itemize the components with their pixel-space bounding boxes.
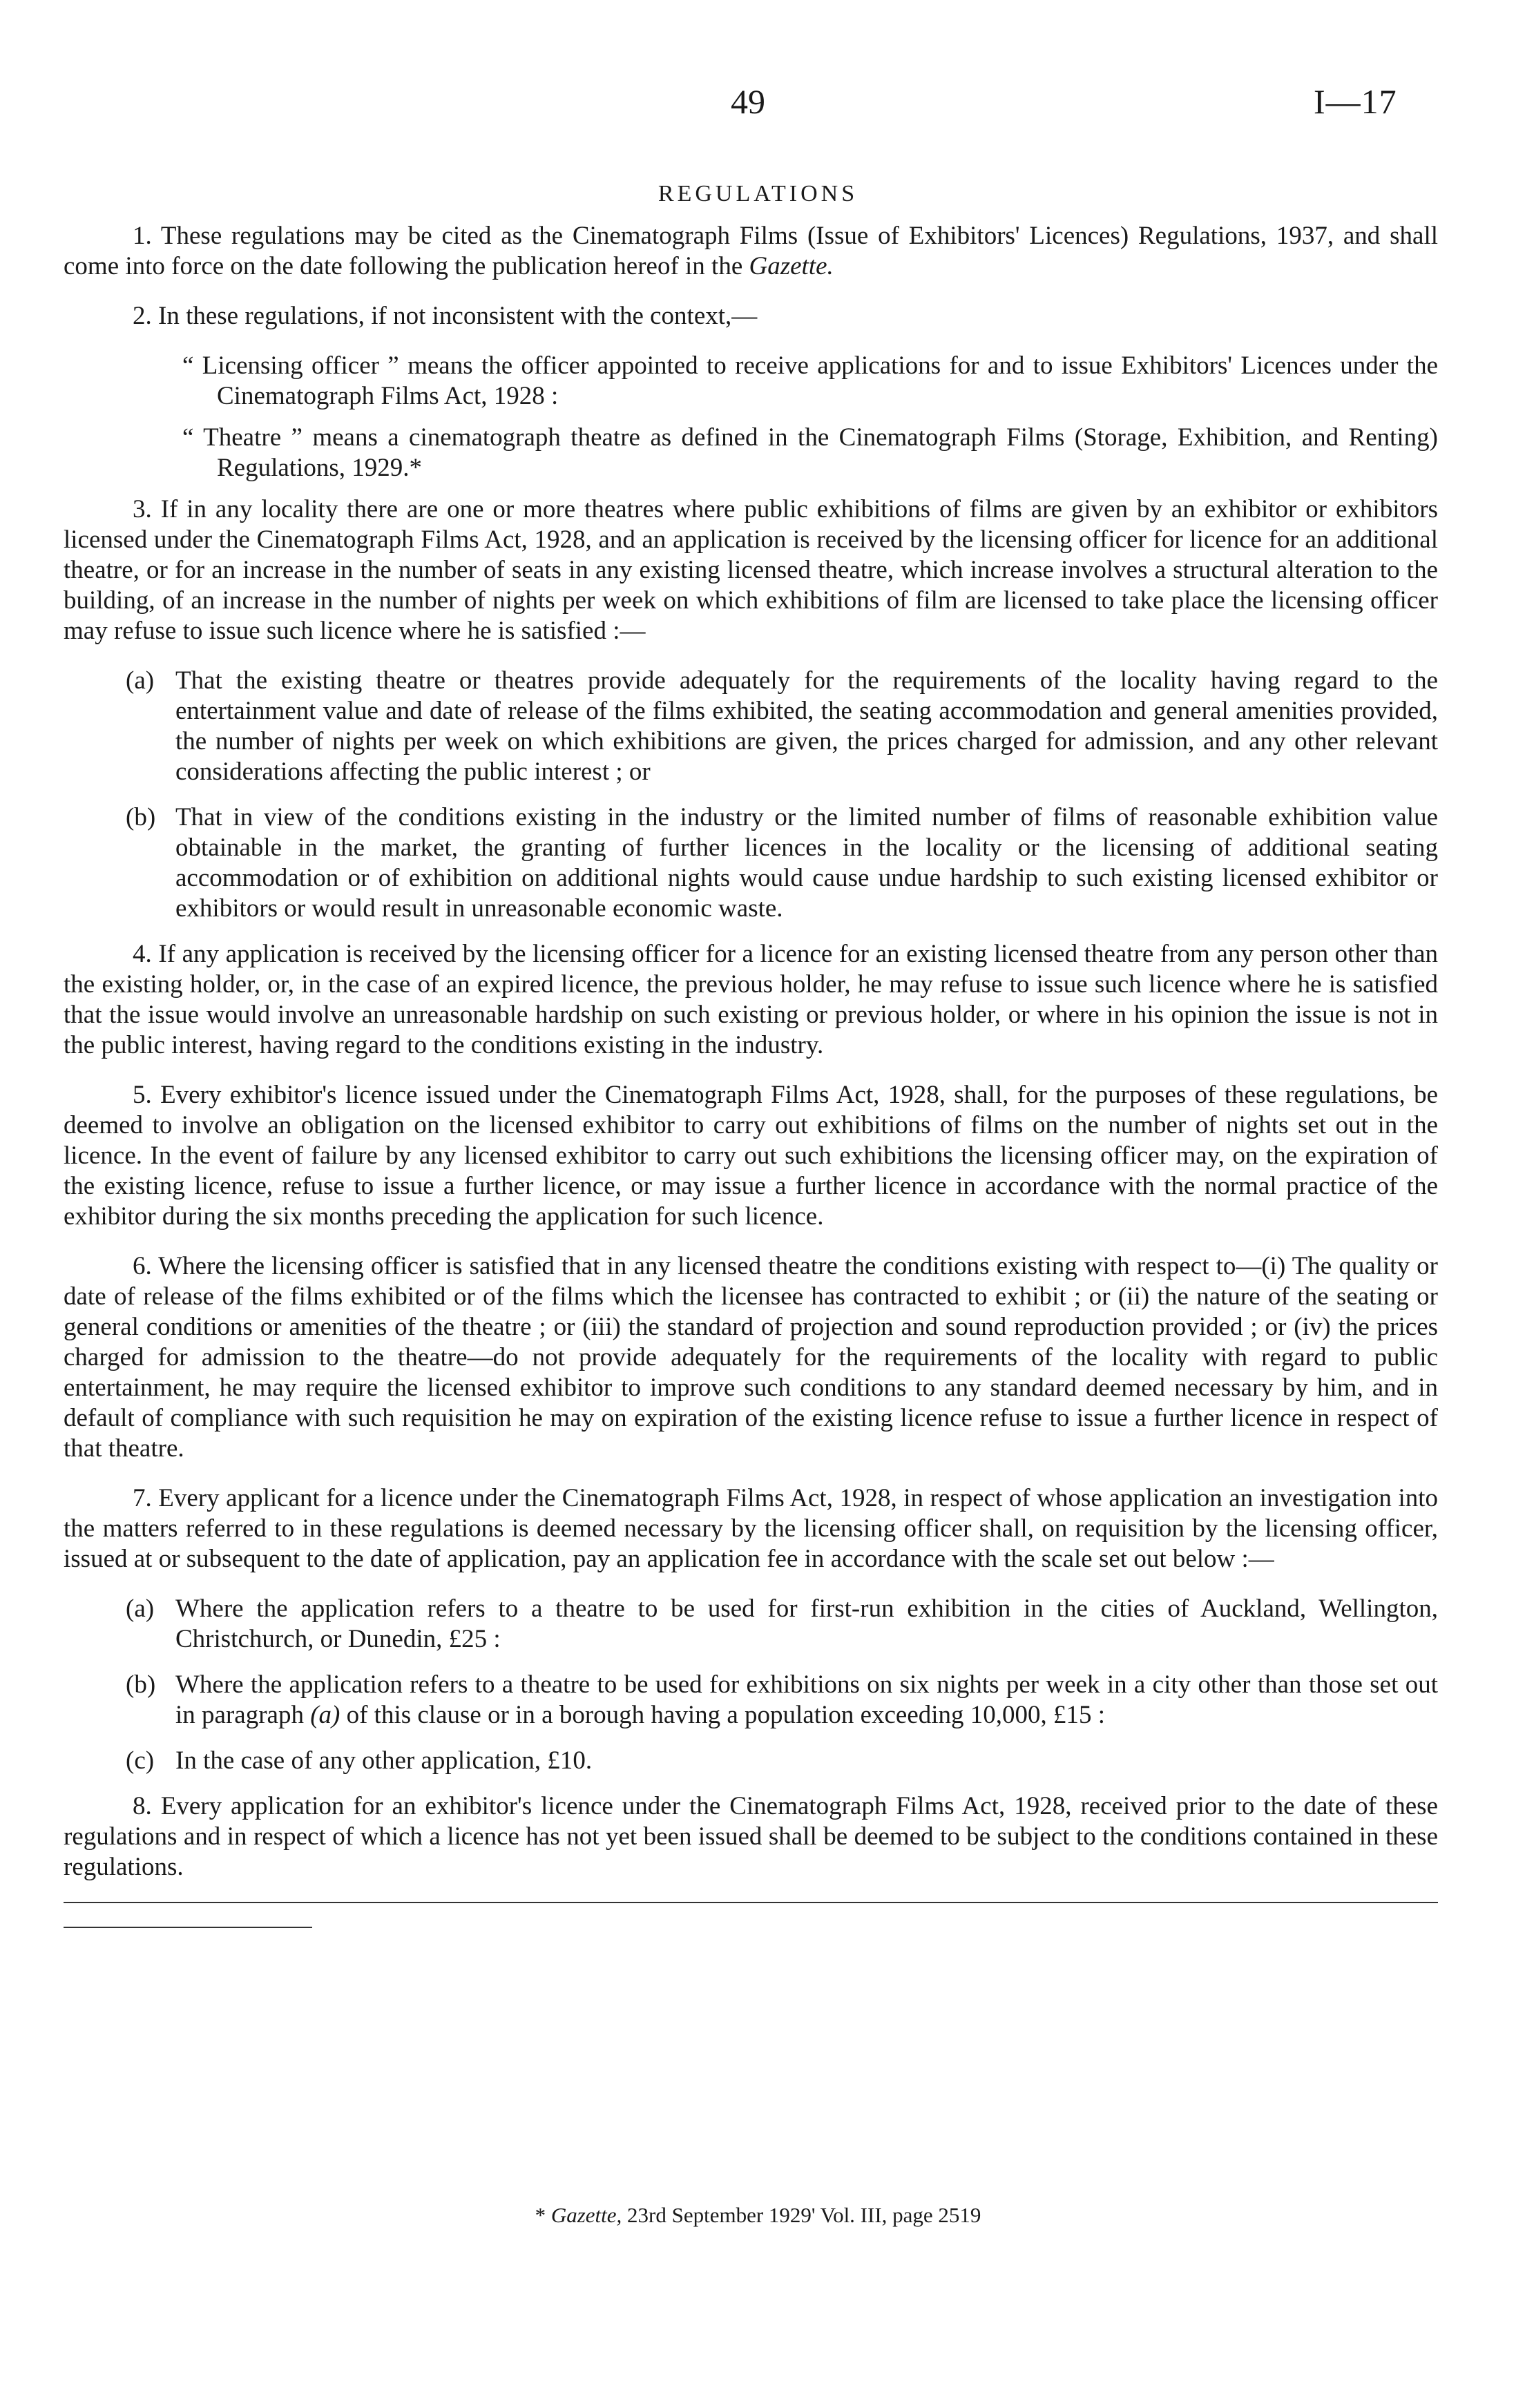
divider-rule <box>64 1902 1438 1903</box>
footnote-text: 23rd September 1929' Vol. III, page 2519 <box>627 2203 981 2227</box>
regulation-3b <box>126 802 1438 924</box>
sub-text: In the case of any other application, £10. <box>175 1746 593 1775</box>
regulation-2: 2. In these regulations, if not inconsistent with the context,— <box>133 302 758 330</box>
regulation-4: 4. If any application is received by the licensing officer for a licence for an existing licensed theatre from any person other than the existing holder, or, in the case of an expired licence, the previous holder, he may refuse to issue such licence where he is satisfied that the issue would involve an unreasonable hardship on such existing or previous holder, or where in his opinion the issue is not in the public interest, having regard to the conditions existing in the industry. <box>64 940 1438 1059</box>
regulation-5: 5. Every exhibitor's licence issued under the Cinematograph Films Act, 1928, shall, for the purposes of these regulations, be deemed to involve an obligation on the licensed exhibitor to carry out exhibitions of films on the number of nights set out in the licence. In the event of failure by any licensed exhibitor to carry out such exhibitions the licensing officer may, on the expiration of the existing licence, refuse to issue a further licence, or may issue a further licence in accordance with the normal practice of the exhibitor during the six months preceding the application for such licence. <box>64 1081 1438 1231</box>
footnote-marker: * <box>535 2203 546 2227</box>
regulation-3: 3. If in any locality there are one or more theatres where public exhibitions of films are given by an exhibitor or exhibitors licensed under the Cinematograph Films Act, 1928, and an application is received by the licensing officer for licence for an additional theatre, or for an increase in the number of seats in any existing licensed theatre, which increase involves a structural alteration to the building, of an increase in the number of nights per week on which exhibitions of film are licensed to take place the licensing officer may refuse to issue such licence where he is satisfied :— <box>64 495 1438 645</box>
sub-label: (b) <box>126 1670 156 1699</box>
sub-label: (a) <box>126 1595 155 1623</box>
page-number: 49 <box>731 82 765 121</box>
footnote <box>0 2203 1516 2228</box>
document-reference: I—17 <box>1314 82 1397 121</box>
sub-text-part-2: of this clause or in a borough having a population exceeding 10,000, £15 : <box>346 1701 1106 1729</box>
gazette-italic: Gazette. <box>749 252 834 280</box>
sub-text-part-1: Where the application refers to a theatre to be used for exhibitions on six nights per week in a city other than those set out in paragraph <box>175 1670 1438 1729</box>
footnote-divider <box>64 1927 312 1928</box>
sub-label: (a) <box>126 666 155 695</box>
paragraph-reference: (a) <box>310 1701 340 1729</box>
regulation-7c <box>126 1746 1438 1776</box>
footnote-gazette: Gazette, <box>550 2203 622 2227</box>
definition-theatre: “ Theatre ” means a cinematograph theatre as defined in the Cinematograph Films (Storage, Exhibition, and Renting) Regulations, 1929.* <box>182 423 1438 482</box>
regulations-body <box>64 221 1438 1928</box>
regulation-3a <box>126 666 1438 787</box>
definition-licensing-officer: “ Licensing officer ” means the officer appointed to receive applications for and to issue Exhibitors' Licences under the Cinematograph Films Act, 1928 : <box>182 351 1438 410</box>
regulation-7: 7. Every applicant for a licence under the Cinematograph Films Act, 1928, in respect of whose application an investigation into the matters referred to in these regulations is deemed necessary by the licensing officer shall, on requisition by the licensing officer, issued at or subsequent to the date of application, pay an application fee in accordance with the scale set out below :— <box>64 1484 1438 1573</box>
sub-text: That the existing theatre or theatres provide adequately for the requirements of the locality having regard to the entertainment value and date of release of the films exhibited, the seating accommodation and general amenities provided, the number of nights per week on which exhibitions are given, the prices charged for admission, and any other relevant considerations affecting the public interest ; or <box>175 666 1438 786</box>
regulation-6: 6. Where the licensing officer is satisfied that in any licensed theatre the conditions existing with respect to—(i) The quality or date of release of the films exhibited or of the films which the licensee has contracted to exhibit ; or (ii) the nature of the seating or general conditions or amenities of the theatre ; or (iii) the standard of projection and sound reproduction provided ; or (iv) the prices charged for admission to the theatre—do not provide adequately for the requirements of the locality with regard to public entertainment, he may require the licensed exhibitor to improve such conditions to any standard deemed necessary by him, and in default of compliance with such requisition he may on expiration of the existing licence refuse to issue a further licence in respect of that theatre. <box>64 1252 1438 1463</box>
sub-label: (c) <box>126 1746 155 1775</box>
regulation-1-text: 1. These regulations may be cited as the Cinematograph Films (Issue of Exhibitors' Licences) Regulations, 1937, and shall come into force on the date following the publication hereof in the <box>64 222 1438 280</box>
regulation-7a <box>126 1594 1438 1655</box>
regulation-1 <box>64 221 1438 282</box>
sub-text: That in view of the conditions existing in the industry or the limited number of films of reasonable exhibition value obtainable in the market, the granting of further licences in the locality or the licensing of additional seating accommodation or of exhibition on additional nights would cause undue hardship to such existing licensed exhibitor or exhibitors or would result in unreasonable economic waste. <box>175 803 1438 923</box>
sub-text: Where the application refers to a theatre to be used for first-run exhibition in the cities of Auckland, Wellington, Christchurch, or Dunedin, £25 : <box>175 1595 1438 1653</box>
page-title: REGULATIONS <box>658 181 858 206</box>
sub-label: (b) <box>126 803 156 831</box>
regulation-7b <box>126 1670 1438 1731</box>
sub-text <box>175 1670 1438 1731</box>
regulation-8: 8. Every application for an exhibitor's licence under the Cinematograph Films Act, 1928, received prior to the date of these regulations and in respect of which a licence has not yet been issued shall be deemed to be subject to the conditions contained in these regulations. <box>64 1792 1438 1881</box>
